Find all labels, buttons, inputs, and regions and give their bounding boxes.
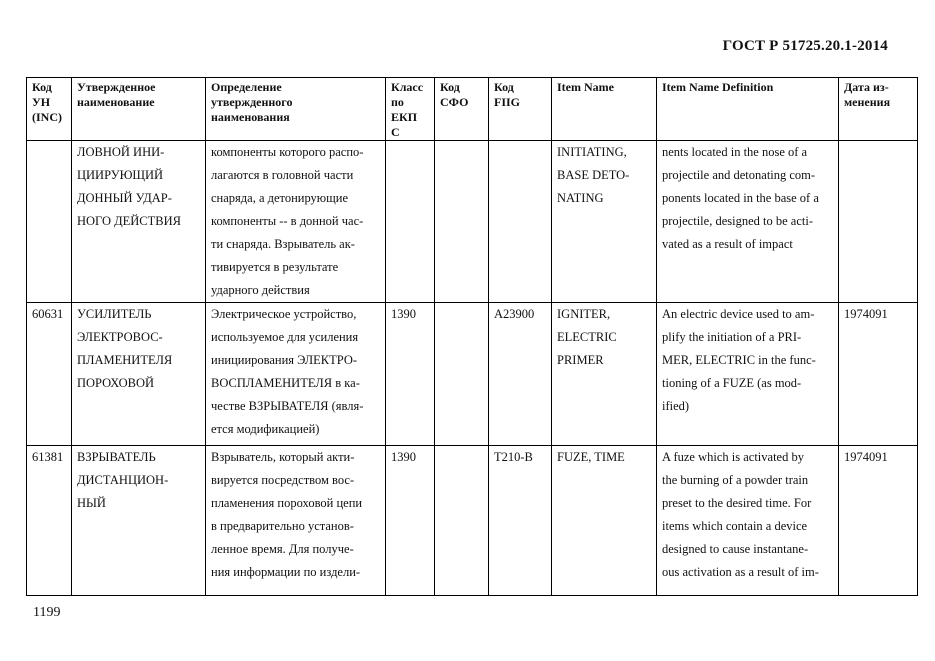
cell-line: НЫЙ: [77, 496, 106, 510]
cell-sfo: [435, 141, 489, 303]
cell-line: projectile, designed to be acti-: [662, 214, 813, 228]
cell-line: компоненты которого распо-: [211, 145, 364, 159]
cell-line: честве ВЗРЫВАТЕЛЯ (явля-: [211, 399, 364, 413]
header-line: Код: [440, 80, 460, 94]
cell-line: ленное время. Для получе-: [211, 542, 354, 556]
cell-line: компоненты -- в донной час-: [211, 214, 364, 228]
page-number: 1199: [33, 605, 61, 620]
cell-line: A fuze which is activated by: [662, 450, 804, 464]
cell-line: FUZE, TIME: [557, 450, 625, 464]
cell-line: BASE DETO-: [557, 168, 630, 182]
cell-line: ДИСТАНЦИОН-: [77, 473, 169, 487]
cell-item-name: [552, 141, 657, 303]
column-header-item-name: [552, 78, 657, 141]
cell-class: [386, 141, 435, 303]
cell-line: лагаются в головной части: [211, 168, 354, 182]
cell-line: An electric device used to am-: [662, 307, 815, 321]
header-line: FIIG: [494, 95, 521, 109]
cell-line: ния информации по издели-: [211, 565, 361, 579]
cell-line: plify the initiation of a PRI-: [662, 330, 802, 344]
cell-line: NATING: [557, 191, 604, 205]
cell-line: используемое для усиления: [211, 330, 359, 344]
cell-definition: [206, 446, 386, 596]
header-row: [27, 78, 918, 141]
cell-class: 1390: [386, 446, 435, 596]
header-line: Дата из-: [844, 80, 889, 94]
cell-line: ous activation as a result of im-: [662, 565, 819, 579]
header-line: Код: [32, 80, 52, 94]
cell-line: ВОСПЛАМЕНИТЕЛЯ в ка-: [211, 376, 360, 390]
cell-sfo: [435, 446, 489, 596]
table-row: [27, 446, 918, 596]
cell-class: 1390: [386, 303, 435, 446]
header-line: Определение: [211, 80, 282, 94]
cell-line: пламенения пороховой цепи: [211, 496, 363, 510]
header-line: (INC): [32, 110, 62, 124]
cell-line: tioning of a FUZE (as mod-: [662, 376, 802, 390]
column-header-date: [839, 78, 918, 141]
column-header-sfo: [435, 78, 489, 141]
header-line: Класс: [391, 80, 424, 94]
cell-fiig: T210-B: [489, 446, 552, 596]
cell-line: ЛОВНОЙ ИНИ-: [77, 145, 165, 159]
cell-line: в предварительно установ-: [211, 519, 354, 533]
cell-line: ponents located in the base of a: [662, 191, 819, 205]
cell-line: ударного действия: [211, 283, 310, 297]
header-line: С: [391, 125, 400, 139]
cell-name: [72, 446, 206, 596]
cell-name: [72, 303, 206, 446]
table-row: [27, 141, 918, 303]
cell-line: ется модификацией): [211, 422, 320, 436]
cell-line: vated as a result of impact: [662, 237, 793, 251]
header-line: Код: [494, 80, 514, 94]
column-header-class: [386, 78, 435, 141]
cell-item-definition: [657, 141, 839, 303]
cell-line: УСИЛИТЕЛЬ: [77, 307, 152, 321]
cell-line: ЦИИРУЮЩИЙ: [77, 168, 164, 182]
header-line: УН: [32, 95, 51, 109]
cell-line: the burning of a powder train: [662, 473, 809, 487]
cell-line: тивируется в результате: [211, 260, 339, 274]
cell-line: PRIMER: [557, 353, 604, 367]
cell-definition: [206, 303, 386, 446]
header-line: Item Name Definition: [662, 80, 774, 94]
cell-line: вируется посредством вос-: [211, 473, 355, 487]
cell-line: снаряда, а детонирующие: [211, 191, 348, 205]
cell-definition: [206, 141, 386, 303]
cell-date: [839, 141, 918, 303]
cell-line: ified): [662, 399, 690, 413]
cell-line: IGNITER,: [557, 307, 611, 321]
cell-code: [27, 141, 72, 303]
cell-sfo: [435, 303, 489, 446]
header-line: Утвержденное: [77, 80, 156, 94]
cell-line: ПОРОХОВОЙ: [77, 376, 155, 390]
cell-date: 1974091: [839, 446, 918, 596]
cell-name: [72, 141, 206, 303]
cell-line: projectile and detonating com-: [662, 168, 816, 182]
column-header-definition: [206, 78, 386, 141]
cell-date: 1974091: [839, 303, 918, 446]
table-row: [27, 303, 918, 446]
header-line: утвержденного: [211, 95, 293, 109]
column-header-name: [72, 78, 206, 141]
header-line: наименования: [211, 110, 290, 124]
catalog-table: [26, 77, 918, 596]
cell-line: ELECTRIC: [557, 330, 617, 344]
cell-line: ЭЛЕКТРОВОС-: [77, 330, 163, 344]
header-line: менения: [844, 95, 891, 109]
cell-line: items which contain a device: [662, 519, 808, 533]
cell-item-definition: [657, 303, 839, 446]
cell-line: Взрыватель, который акти-: [211, 450, 355, 464]
header-line: ЕКП: [391, 110, 418, 124]
cell-fiig: [489, 141, 552, 303]
column-header-code: [27, 78, 72, 141]
cell-item-name: [552, 303, 657, 446]
column-header-item-definition: [657, 78, 839, 141]
table-body: [27, 141, 918, 596]
cell-line: designed to cause instantane-: [662, 542, 809, 556]
header-line: Item Name: [557, 80, 614, 94]
cell-line: инициирования ЭЛЕКТРО-: [211, 353, 358, 367]
header-line: СФО: [440, 95, 469, 109]
column-header-fiig: [489, 78, 552, 141]
cell-line: Электрическое устройство,: [211, 307, 357, 321]
cell-fiig: A23900: [489, 303, 552, 446]
cell-line: INITIATING,: [557, 145, 627, 159]
cell-line: ти снаряда. Взрыватель ак-: [211, 237, 355, 251]
cell-code: 60631: [27, 303, 72, 446]
cell-line: НОГО ДЕЙСТВИЯ: [77, 214, 181, 228]
cell-line: ПЛАМЕНИТЕЛЯ: [77, 353, 173, 367]
cell-line: ДОННЫЙ УДАР-: [77, 191, 172, 205]
cell-line: MER, ELECTRIC in the func-: [662, 353, 816, 367]
header-line: по: [391, 95, 404, 109]
header-line: наименование: [77, 95, 155, 109]
cell-code: 61381: [27, 446, 72, 596]
cell-line: preset to the desired time. For: [662, 496, 812, 510]
cell-item-definition: [657, 446, 839, 596]
cell-line: ВЗРЫВАТЕЛЬ: [77, 450, 156, 464]
document-code: ГОСТ Р 51725.20.1-2014: [722, 38, 888, 54]
cell-item-name: [552, 446, 657, 596]
cell-line: nents located in the nose of a: [662, 145, 808, 159]
